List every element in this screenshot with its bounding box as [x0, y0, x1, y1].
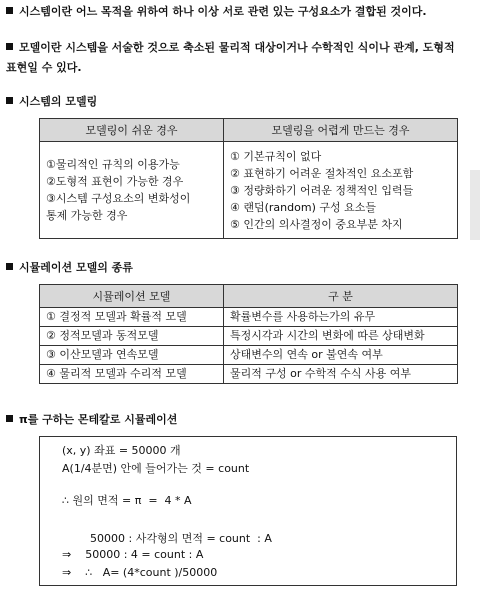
formula-line: ⇒ ∴ A= (4*count )/50000: [62, 566, 218, 579]
hard-item: ③ 정량화하기 어려운 정책적인 입력들: [230, 183, 414, 197]
model-cell: ③ 이산모델과 연속모델: [40, 346, 224, 365]
section-heading-monte-carlo: [6, 410, 474, 430]
paragraph-model-definition: [6, 38, 474, 78]
paragraph-system-definition: [6, 2, 474, 22]
desc-cell: 물리적 구성 or 수학적 수식 사용 여부: [224, 365, 458, 384]
monte-carlo-box: [39, 436, 457, 586]
hard-item: ② 표현하기 어려운 절차적인 요소포함: [230, 166, 414, 180]
desc-cell: 특정시각과 시간의 변화에 따른 상태변화: [224, 327, 458, 346]
col-header-easy: 모델링이 쉬운 경우: [40, 119, 224, 142]
section-heading-simulation-types: [6, 258, 474, 278]
section3-heading-text: π를 구하는 몬테칼로 시뮬레이션: [19, 413, 178, 426]
hard-item: ⑤ 인간의 의사결정이 중요부분 차지: [230, 217, 403, 231]
modeling-table: [39, 118, 458, 239]
model-cell: ④ 물리적 모델과 수리적 모델: [40, 365, 224, 384]
table-row: [40, 308, 458, 327]
section2-heading-text: 시뮬레이션 모델의 종류: [19, 261, 133, 274]
scroll-edge-shade: [470, 170, 480, 240]
bullet-square-icon: [6, 43, 13, 50]
model-cell: ② 정적모델과 동적모델: [40, 327, 224, 346]
bullet-square-icon: [6, 7, 13, 14]
formula-line: 50000 : 사각형의 면적 = count : A: [90, 532, 272, 545]
hard-cases-cell: [224, 142, 458, 239]
model-cell: ① 결정적 모델과 확률적 모델: [40, 308, 224, 327]
col-header-category: 구 분: [224, 285, 458, 308]
para1-text: 시스템이란 어느 목적을 위하여 하나 이상 서로 관련 있는 구성요소가 결합된 것이다.: [19, 5, 427, 18]
table-row: [40, 346, 458, 365]
bullet-square-icon: [6, 415, 13, 422]
bullet-square-icon: [6, 263, 13, 270]
bullet-square-icon: [6, 97, 13, 104]
formula-line: A(1/4분면) 안에 들어가는 것 = count: [62, 462, 250, 475]
easy-item: 통제 가능한 경우: [46, 209, 128, 222]
col-header-hard: 모델링을 어렵게 만드는 경우: [224, 119, 458, 142]
easy-item: ②도형적 표현이 가능한 경우: [46, 175, 184, 188]
easy-item: ③시스템 구성요소의 변화성이: [46, 192, 191, 205]
easy-cases-cell: [40, 142, 224, 239]
table-row: [40, 327, 458, 346]
section1-heading-text: 시스템의 모델링: [19, 95, 98, 108]
section-heading-modeling: [6, 92, 474, 112]
simulation-types-table: [39, 284, 458, 384]
formula-line: ∴ 원의 면적 = π = 4 * A: [62, 494, 192, 507]
easy-item: ①물리적인 규칙의 이용가능: [46, 158, 180, 171]
hard-item: ① 기본규칙이 없다: [230, 149, 322, 163]
para2-line1-text: 모델이란 시스템을 서술한 것으로 축소된 물리적 대상이거나 수학적인 식이나 관계, 도형적: [19, 41, 455, 54]
desc-cell: 확률변수를 사용하는가의 유무: [224, 308, 458, 327]
formula-line: (x, y) 좌표 = 50000 개: [62, 444, 181, 457]
hard-item: ④ 랜덤(random) 구성 요소들: [230, 200, 376, 214]
formula-line: ⇒ 50000 : 4 = count : A: [62, 548, 204, 561]
col-header-model: 시뮬레이션 모델: [40, 285, 224, 308]
desc-cell: 상태변수의 연속 or 불연속 여부: [224, 346, 458, 365]
table-row: [40, 365, 458, 384]
para2-line2-text: 표현일 수 있다.: [6, 61, 82, 74]
